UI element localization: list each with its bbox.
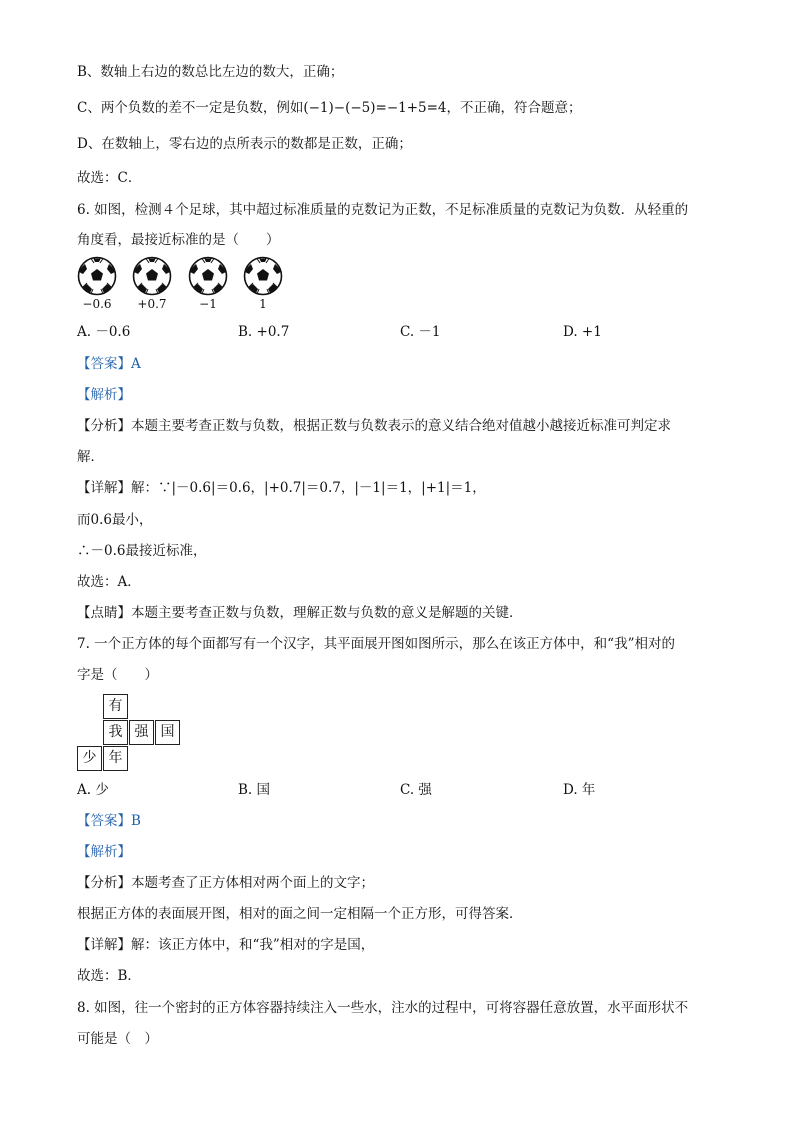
q5-selection: 故选：C． (77, 170, 142, 186)
net-cell-top: 有 (103, 694, 128, 719)
soccer-ball-4 (238, 256, 288, 312)
q6-option-b: B. +0.7 (238, 324, 290, 340)
net-cell-guo: 国 (155, 720, 180, 745)
q6-analysis-line1: 【分析】本题主要考查正数与负数，根据正数与负数表示的意义结合绝对值越小越接近标准可判定求 (77, 418, 671, 434)
q6-detail: 【详解】解：∵|－0.6|＝0.6，|+0.7|＝0.7，|－1|＝1，|+1|＝1， (77, 480, 486, 496)
q8-stem-line1: 8. 如图，往一个密封的正方体容器持续注入一些水，注水的过程中，可将容器任意放置，水平面形状不 (77, 1000, 689, 1016)
q7-jiexi-heading: 【解析】 (77, 844, 131, 860)
q7-detail: 【详解】解：该正方体中，和“我”相对的字是国， (77, 937, 375, 953)
ball-label-4: 1 (259, 297, 267, 311)
q6-comment: 【点睛】本题主要考查正数与负数，理解正数与负数的意义是解题的关键． (77, 605, 523, 621)
soccer-ball-2 (127, 256, 177, 312)
ball-label-1: −0.6 (82, 297, 112, 311)
soccer-ball-icon (188, 256, 228, 296)
q7-option-c: C. 强 (400, 782, 432, 798)
option-d-explanation: D、在数轴上，零右边的点所表示的数都是正数，正确； (77, 136, 412, 152)
soccer-ball-icon (243, 256, 283, 296)
soccer-ball-icon (132, 256, 172, 296)
q6-jiexi-heading: 【解析】 (77, 387, 131, 403)
q6-analysis-line2: 解． (77, 449, 104, 465)
net-cell-wo: 我 (103, 720, 128, 745)
net-cell-nian: 年 (103, 746, 128, 771)
q6-option-d: D. +1 (563, 324, 602, 340)
q7-option-d: D. 年 (563, 782, 596, 798)
ball-label-3: −1 (199, 297, 217, 311)
q7-stem-line2: 字是（ ） (77, 667, 158, 683)
option-b-explanation: B、数轴上右边的数总比左边的数大，正确； (77, 64, 344, 80)
q6-option-a: A. －0.6 (77, 324, 131, 340)
q7-stem-line1: 7. 一个正方体的每个面都写有一个汉字，其平面展开图如图所示，那么在该正方体中，和“我”相对的 (77, 636, 675, 652)
soccer-ball-1 (72, 256, 122, 312)
q7-selection: 故选：B． (77, 968, 141, 984)
q7-analysis-line2: 根据正方体的表面展开图，相对的面之间一定相隔一个正方形，可得答案． (77, 906, 523, 922)
q6-option-c: C. －1 (400, 324, 441, 340)
soccer-ball-icon (77, 256, 117, 296)
q6-detail-line3: ∴－0.6最接近标准， (77, 543, 207, 559)
q6-detail-line2: 而0.6最小， (77, 512, 153, 528)
net-cell-qiang: 强 (129, 720, 154, 745)
q6-stem-line2: 角度看，最接近标准的是（ ） (77, 232, 280, 248)
ball-label-2: +0.7 (137, 297, 167, 311)
q7-answer: 【答案】B (77, 813, 141, 829)
option-c-explanation: C、两个负数的差不一定是负数，例如(−1)−(−5)=−1+5=4，不正确，符合题意； (77, 100, 582, 116)
net-cell-shao: 少 (77, 746, 102, 771)
q8-stem-line2: 可能是（ ） (77, 1031, 158, 1047)
q6-stem-line1: 6. 如图，检测４个足球，其中超过标准质量的克数记为正数，不足标准质量的克数记为负数．从轻重的 (77, 202, 689, 218)
q6-answer: 【答案】A (77, 356, 141, 372)
q7-option-b: B. 国 (238, 782, 271, 798)
q6-selection: 故选：A． (77, 574, 141, 590)
q7-option-a: A. 少 (77, 782, 109, 798)
cube-net-diagram (77, 694, 181, 772)
q7-analysis: 【分析】本题考查了正方体相对两个面上的文字； (77, 875, 374, 891)
soccer-ball-3 (183, 256, 233, 312)
